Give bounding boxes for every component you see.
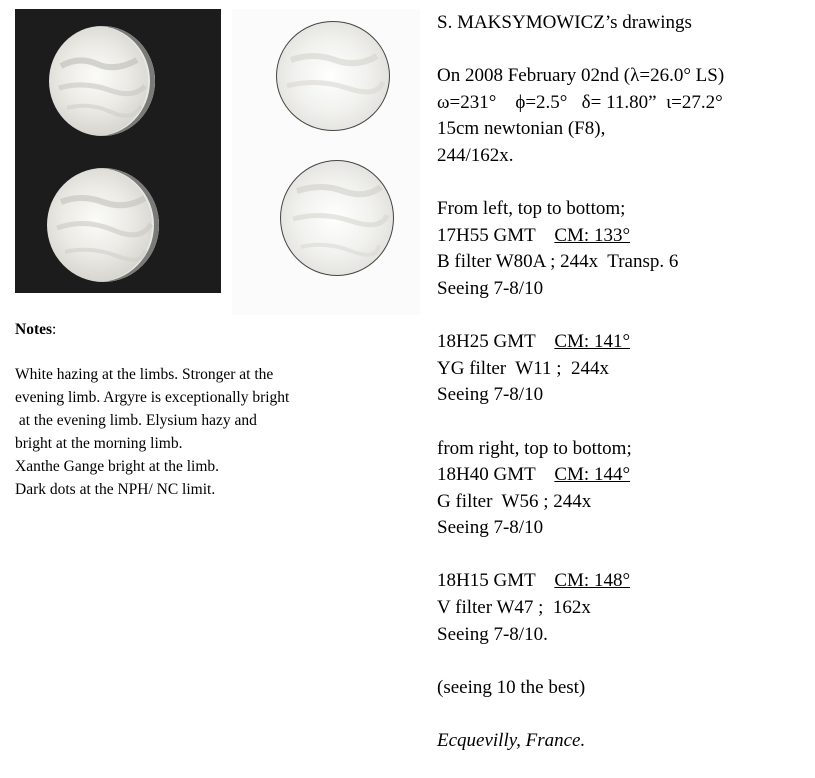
notes-line: Xanthe Gange bright at the limb. — [15, 458, 220, 475]
observation-info — [437, 10, 813, 755]
notes-heading: Notes — [15, 321, 53, 338]
entry-seeing: Seeing 7-8/10 — [437, 277, 544, 299]
param-delta: δ= 11.80” — [581, 91, 657, 113]
magnification-line: 244/162x. — [437, 144, 514, 166]
entry-time-line — [437, 462, 813, 489]
notes-line: Dark dots at the NPH/ NC limit. — [15, 481, 216, 498]
entry-time: 18H40 GMT — [437, 464, 536, 486]
notes-line: White hazing at the limbs. Stronger at the — [15, 366, 274, 383]
entry-seeing: Seeing 7-8/10. — [437, 623, 548, 645]
page-title: S. MAKSYMOWICZ’s drawings — [437, 12, 692, 33]
seeing-note: (seeing 10 the best) — [437, 676, 586, 698]
entry-seeing: Seeing 7-8/10 — [437, 384, 544, 406]
observation-params — [437, 90, 813, 117]
entry-cm: CM: 148° — [554, 570, 631, 592]
notes-block — [15, 318, 395, 501]
mars-drawing-1-b-filter — [49, 26, 155, 136]
entry-filter: YG filter W11 ; 244x — [437, 357, 610, 379]
entry-time: 18H25 GMT — [437, 331, 536, 353]
entry-filter: B filter W80A ; 244x Transp. 6 — [437, 251, 679, 273]
telescope-line: 15cm newtonian (F8), — [437, 118, 606, 140]
notes-colon: : — [52, 321, 57, 338]
mars-drawing-4-v-filter — [280, 160, 394, 276]
notes-line: at the evening limb. Elysium hazy and — [15, 412, 257, 429]
section-heading-left: From left, top to bottom; — [437, 198, 626, 220]
notes-line: evening limb. Argyre is exceptionally bright — [15, 389, 290, 406]
light-background-drawings-panel — [232, 9, 420, 315]
entry-time-line — [437, 329, 813, 356]
entry-filter: V filter W47 ; 162x — [437, 597, 591, 619]
entry-time: 18H15 GMT — [437, 570, 536, 592]
entry-cm: CM: 133° — [554, 224, 631, 246]
entry-cm: CM: 144° — [554, 464, 631, 486]
notes-line: bright at the morning limb. — [15, 435, 183, 452]
mars-drawing-2-yg-filter — [47, 168, 159, 282]
observation-date: On 2008 February 02nd (λ=26.0° LS) — [437, 65, 725, 87]
param-omega: ω=231° — [437, 91, 497, 113]
entry-seeing: Seeing 7-8/10 — [437, 517, 544, 539]
location: Ecquevilly, France. — [437, 730, 586, 752]
entry-filter: G filter W56 ; 244x — [437, 490, 592, 512]
entry-time-line — [437, 568, 813, 595]
entry-time: 17H55 GMT — [437, 224, 536, 246]
notes-title — [15, 318, 395, 341]
dark-background-drawings-panel — [15, 9, 221, 293]
param-iota: ι=27.2° — [666, 91, 723, 113]
param-phi: ϕ=2.5° — [515, 91, 568, 113]
section-heading-right: from right, top to bottom; — [437, 437, 632, 459]
entry-cm: CM: 141° — [554, 331, 631, 353]
mars-drawing-3-g-filter — [276, 21, 390, 131]
entry-time-line — [437, 223, 813, 250]
